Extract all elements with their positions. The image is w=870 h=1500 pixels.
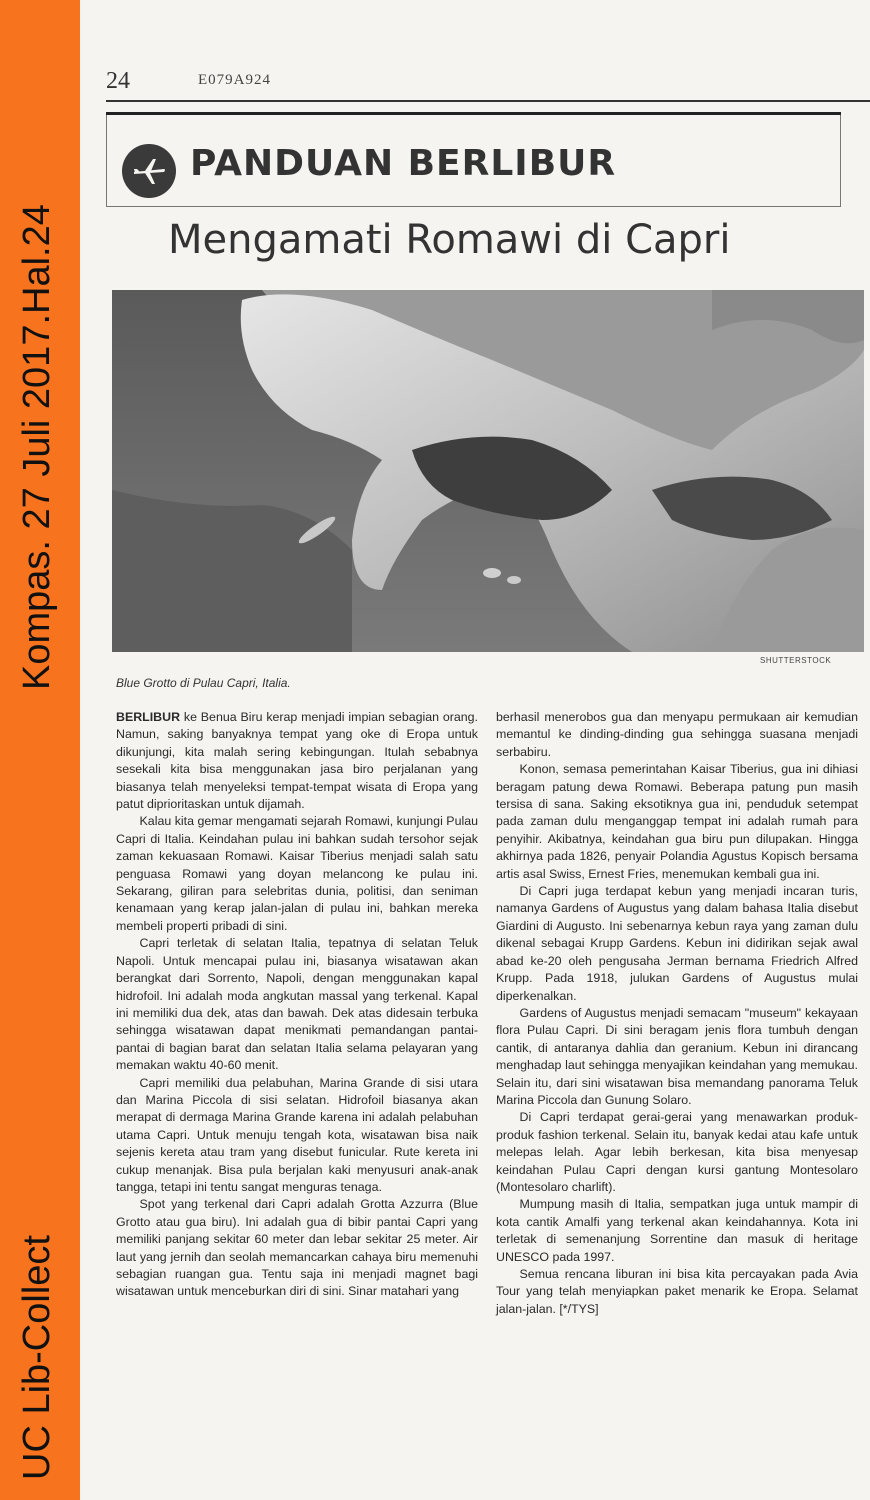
article-paragraph: Konon, semasa pemerintahan Kaisar Tiberius, gua ini dihiasi beragam patung dewa Romawi. Beberapa patung pun masih tersisa di sana. Saking eksotiknya gua ini, penduduk setempat pada zaman dulu menganggap tempat ini adalah rumah para penyihir. Akibatnya, keindahan gua biru pun dilupakan. Hingga akhirnya pada 1826, penyair Polandia Agustus Kopisch bersama artis asal Swiss, Ernest Fries, menemukan kembali gua ini. xyxy=(496,762,858,881)
article-paragraph: Gardens of Augustus menjadi semacam "museum" kekayaan flora Pulau Capri. Di sini beragam jenis flora tumbuh dengan cantik, di antaranya dahlia dan geranium. Kebun ini dirancang menghadap laut sehingga menyajikan keindahan yang memukau. Selain itu, dari sini wisatawan bisa memandang panorama Teluk Marina Piccola dan Gunung Solaro. xyxy=(496,1005,858,1107)
article-paragraph xyxy=(116,709,478,813)
blue-grotto-photo xyxy=(112,290,864,652)
archive-sidebar xyxy=(0,0,80,1500)
rubric-rule xyxy=(106,112,841,115)
photo-credit: SHUTTERSTOCK xyxy=(760,656,832,665)
article-paragraph: Capri terletak di selatan Italia, tepatnya di selatan Teluk Napoli. Untuk mencapai pulau ini, biasanya wisatawan akan berangkat dari Sorrento, Napoli, dengan menggunakan kapal hidrofoil. Ini adalah moda angkutan massal yang terkenal. Kapal ini memiliki dua dek, atas dan bawah. Dek atas didesain terbuka sehingga wisatawan dapat menikmati pemandangan pantai-pantai di bagian barat dan selatan Italia selama pelayaran yang memakan waktu 40-60 menit. xyxy=(116,936,478,1073)
article-paragraph-text: ke Benua Biru kerap menjadi impian sebagian orang. Namun, saking banyaknya tempat yang oke di Eropa untuk dikunjungi, kita malah sering kebingungan. Itulah sebabnya sesekali kita bisa menggunakan jasa biro perjalanan yang biasanya telah menyeleksi tempat-tempat wisata di Eropa yang patut diprioritaskan untuk dijamah. xyxy=(116,710,478,812)
article-paragraph: Di Capri juga terdapat kebun yang menjadi incaran turis, namanya Gardens of Augustus yang dalam bahasa Italia disebut Giardini di Augusto. Ini sebenarnya kebun raya yang zaman dulu dikenal sebagai Krupp Gardens. Kebun ini didirikan sejak awal abad ke-20 oleh pengusaha Jerman bernama Friedrich Alfred Krupp. Pada 1918, julukan Gardens of Augustus mulai diperkenalkan. xyxy=(496,884,858,1003)
article-paragraph: berhasil menerobos gua dan menyapu permukaan air kemudian memantul ke dinding-dinding gua sehingga suasana menjadi serbabiru. xyxy=(496,710,858,759)
article-paragraph: Semua rencana liburan ini bisa kita percayakan pada Avia Tour yang telah menyiapkan paket menarik ke Eropa. Selamat jalan-jalan. [*/TYS] xyxy=(496,1267,858,1316)
page-number: 24 xyxy=(106,68,130,94)
article-paragraph: Di Capri terdapat gerai-gerai yang menawarkan produk-produk fashion terkenal. Selain itu, banyak kedai atau kafe untuk melepas lelah. Agar lebih berkesan, kita bisa menyesap keindahan Pulau Capri dengan kursi gantung Montesolaro (Montesolaro charlift). xyxy=(496,1110,858,1194)
article-lead-word: BERLIBUR xyxy=(116,710,181,724)
article-column-2 xyxy=(496,709,858,1318)
rubric-title: PANDUAN BERLIBUR xyxy=(190,143,617,184)
archive-source-label: Kompas. 27 Juli 2017.Hal.24 xyxy=(16,204,58,690)
article-paragraph: Capri memiliki dua pelabuhan, Marina Grande di sisi utara dan Marina Piccola di sisi selatan. Hidrofoil biasanya akan merapat di dermaga Marina Grande karena ini adalah pelabuhan utama Capri. Untuk menuju tengah kota, wisatawan bisa naik sejenis kereta atau tram yang disebut funicular. Rute kereta ini cukup menanjak. Bisa pula berjalan kaki menyusuri anak-anak tangga, tetapi ini tentu sangat menguras tenaga. xyxy=(116,1075,478,1194)
article-headline: Mengamati Romawi di Capri xyxy=(168,217,731,263)
article-paragraph: Mumpung masih di Italia, sempatkan juga untuk mampir di kota cantik Amalfi yang terkenal akan keindahannya. Kota ini terletak di semenanjung Sorrentine dan masuk di heritage UNESCO pada 1997. xyxy=(496,1197,858,1264)
photo-caption: Blue Grotto di Pulau Capri, Italia. xyxy=(116,676,291,690)
edition-code: E079A924 xyxy=(198,72,271,88)
archive-collection-label: UC Lib-Collect xyxy=(16,1235,58,1480)
article-paragraph: Kalau kita gemar mengamati sejarah Romawi, kunjungi Pulau Capri di Italia. Keindahan pulau ini bahkan sudah tersohor sejak zaman kekuasaan Romawi. Kaisar Tiberius menjadi salah satu penguasa Romawi yang doyan melancong ke pulau ini. Sekarang, giliran para selebritas dunia, politisi, dan seniman kenamaan yang kerap jalan-jalan di pulau ini, bahkan mereka membeli properti pribadi di sini. xyxy=(116,814,478,933)
header-rule xyxy=(106,100,870,102)
article-column-1 xyxy=(116,709,478,1301)
airplane-icon xyxy=(122,144,176,198)
article-paragraph: Spot yang terkenal dari Capri adalah Grotta Azzurra (Blue Grotto atau gua biru). Ini adalah gua di bibir pantai Capri yang memiliki panjang sekitar 60 meter dan lebar sekitar 25 meter. Air laut yang jernih dan seolah memancarkan cahaya biru memenuhi sebagian ruangan gua. Tentu saja ini menjadi magnet bagi wisatawan untuk menceburkan diri di sini. Sinar matahari yang xyxy=(116,1197,478,1299)
